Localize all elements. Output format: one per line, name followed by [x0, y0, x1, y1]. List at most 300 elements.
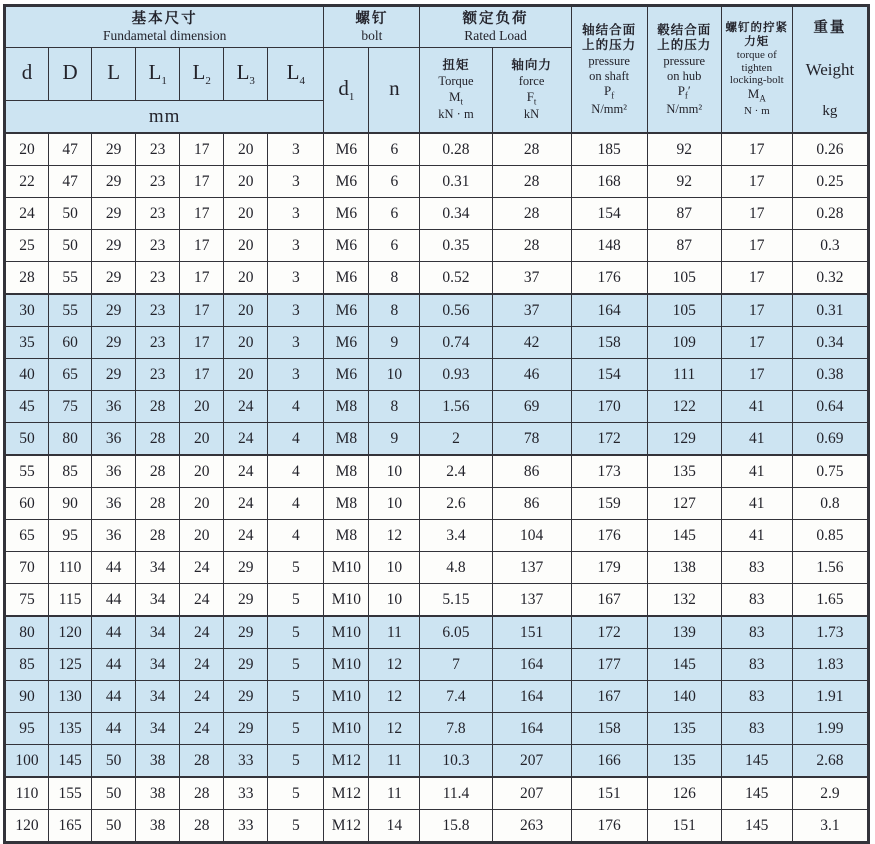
- table-cell: 110: [5, 777, 49, 810]
- table-cell: 145: [721, 777, 792, 810]
- table-cell: 6: [369, 133, 420, 166]
- table-cell: M6: [324, 198, 369, 230]
- table-cell: 0.93: [420, 359, 492, 391]
- table-cell: 20: [224, 230, 268, 262]
- col-L4: $L_4$: [268, 48, 324, 101]
- table-cell: 24: [224, 423, 268, 456]
- table-cell: 167: [571, 681, 647, 713]
- table-cell: 55: [5, 455, 49, 488]
- table-cell: M8: [324, 488, 369, 520]
- table-cell: M12: [324, 777, 369, 810]
- table-cell: 3: [268, 198, 324, 230]
- table-cell: 14: [369, 810, 420, 843]
- table-cell: M6: [324, 166, 369, 198]
- table-cell: 5: [268, 552, 324, 584]
- table-cell: 100: [5, 745, 49, 778]
- table-cell: 4: [268, 455, 324, 488]
- table-cell: 145: [721, 745, 792, 778]
- table-cell: 50: [92, 810, 136, 843]
- table-cell: 83: [721, 649, 792, 681]
- table-cell: 173: [571, 455, 647, 488]
- table-cell: M6: [324, 327, 369, 359]
- table-cell: 37: [492, 294, 571, 327]
- table-cell: 0.74: [420, 327, 492, 359]
- table-cell: 23: [136, 262, 180, 295]
- table-cell: 75: [5, 584, 49, 617]
- table-cell: 154: [571, 198, 647, 230]
- table-cell: 11: [369, 777, 420, 810]
- table-cell: 151: [647, 810, 721, 843]
- torque-en: Torque: [438, 73, 474, 88]
- table-cell: 38: [136, 777, 180, 810]
- table-row: [5, 681, 869, 713]
- table-cell: 3: [268, 359, 324, 391]
- table-cell: 3: [268, 166, 324, 198]
- table-cell: 23: [136, 294, 180, 327]
- table-cell: 23: [136, 359, 180, 391]
- table-cell: 38: [136, 745, 180, 778]
- table-cell: 7: [420, 649, 492, 681]
- table-cell: 122: [647, 391, 721, 423]
- col-D: D: [49, 48, 92, 101]
- col-L3: $L_3$: [224, 48, 268, 101]
- table-cell: 11.4: [420, 777, 492, 810]
- table-cell: 164: [571, 294, 647, 327]
- table-cell: 85: [49, 455, 92, 488]
- table-row: [5, 327, 869, 359]
- table-cell: M6: [324, 133, 369, 166]
- table-cell: 20: [224, 133, 268, 166]
- pressure-hub-en-line1: pressure: [663, 53, 706, 68]
- pressure-shaft-symbol: $P_f$: [604, 83, 615, 101]
- table-cell: 34: [136, 616, 180, 649]
- locking-unit: N · m: [743, 104, 770, 117]
- table-cell: 29: [224, 584, 268, 617]
- table-row: [5, 616, 869, 649]
- table-cell: 90: [49, 488, 92, 520]
- table-cell: 177: [571, 649, 647, 681]
- table-cell: 0.32: [792, 262, 868, 295]
- table-cell: 0.75: [792, 455, 868, 488]
- table-cell: M6: [324, 359, 369, 391]
- table-cell: 263: [492, 810, 571, 843]
- table-cell: 155: [49, 777, 92, 810]
- table-cell: M10: [324, 584, 369, 617]
- table-cell: 83: [721, 713, 792, 745]
- table-cell: 38: [136, 810, 180, 843]
- table-cell: M12: [324, 810, 369, 843]
- table-cell: 145: [49, 745, 92, 778]
- table-cell: 4: [268, 520, 324, 552]
- table-cell: 40: [5, 359, 49, 391]
- header-pressure-on-hub: [647, 6, 721, 134]
- table-cell: 8: [369, 262, 420, 295]
- table-cell: 3: [268, 230, 324, 262]
- table-cell: 28: [180, 777, 224, 810]
- table-cell: 151: [492, 616, 571, 649]
- table-cell: 65: [5, 520, 49, 552]
- table-row: [5, 294, 869, 327]
- table-cell: 4: [268, 423, 324, 456]
- table-cell: 23: [136, 166, 180, 198]
- table-cell: 10: [369, 488, 420, 520]
- table-cell: 159: [571, 488, 647, 520]
- table-cell: 7.4: [420, 681, 492, 713]
- table-cell: 44: [92, 584, 136, 617]
- table-cell: 3: [268, 294, 324, 327]
- locking-en-line2: tighten: [741, 61, 773, 74]
- table-cell: 41: [721, 423, 792, 456]
- pressure-shaft-unit: N/mm²: [591, 101, 627, 116]
- table-cell: 44: [92, 713, 136, 745]
- table-cell: 5: [268, 649, 324, 681]
- table-cell: 4: [268, 488, 324, 520]
- table-cell: 20: [224, 262, 268, 295]
- table-cell: 28: [492, 133, 571, 166]
- col-d: d: [5, 48, 49, 101]
- table-cell: 10: [369, 552, 420, 584]
- table-cell: 50: [5, 423, 49, 456]
- table-cell: 20: [224, 294, 268, 327]
- table-cell: 0.35: [420, 230, 492, 262]
- col-L1: $L_1$: [136, 48, 180, 101]
- weight-column-labels: [793, 7, 867, 132]
- table-cell: 5: [268, 616, 324, 649]
- table-cell: 0.34: [420, 198, 492, 230]
- table-cell: 86: [492, 455, 571, 488]
- table-cell: 24: [180, 649, 224, 681]
- dimension-load-table: [3, 4, 870, 844]
- table-row: [5, 359, 869, 391]
- table-cell: 6: [369, 230, 420, 262]
- table-cell: 145: [647, 649, 721, 681]
- table-cell: 47: [49, 166, 92, 198]
- axial-force-unit: kN: [523, 107, 540, 121]
- table-cell: 17: [180, 262, 224, 295]
- table-cell: M6: [324, 294, 369, 327]
- table-cell: 33: [224, 777, 268, 810]
- table-cell: 2.6: [420, 488, 492, 520]
- col-d1: $d_1$: [324, 48, 369, 134]
- table-cell: 5: [268, 810, 324, 843]
- header-pressure-on-shaft: [571, 6, 647, 134]
- table-cell: 75: [49, 391, 92, 423]
- table-cell: 24: [224, 488, 268, 520]
- table-cell: 60: [49, 327, 92, 359]
- table-row: [5, 198, 869, 230]
- table-row: [5, 488, 869, 520]
- table-cell: 24: [180, 584, 224, 617]
- table-cell: 10: [369, 584, 420, 617]
- table-cell: 29: [224, 649, 268, 681]
- table-cell: 17: [180, 327, 224, 359]
- table-cell: 168: [571, 166, 647, 198]
- rated-load-zh: 额定负荷: [462, 10, 529, 27]
- table-cell: 115: [49, 584, 92, 617]
- table-cell: 0.26: [792, 133, 868, 166]
- pressure-hub-unit: N/mm²: [666, 101, 703, 116]
- table-cell: 36: [92, 488, 136, 520]
- table-cell: 36: [92, 423, 136, 456]
- table-header: [5, 6, 869, 134]
- table-cell: 22: [5, 166, 49, 198]
- table-cell: 17: [180, 166, 224, 198]
- table-cell: 135: [49, 713, 92, 745]
- table-cell: 3: [268, 327, 324, 359]
- table-cell: 44: [92, 552, 136, 584]
- header-locking-bolt-torque: [721, 6, 792, 134]
- table-cell: 17: [721, 198, 792, 230]
- table-cell: 55: [49, 262, 92, 295]
- bolt-en: bolt: [361, 27, 383, 43]
- table-cell: 36: [92, 391, 136, 423]
- table-row: [5, 230, 869, 262]
- table-cell: 28: [136, 488, 180, 520]
- table-cell: 2.4: [420, 455, 492, 488]
- locking-zh-line1: 螺钉的拧紧: [725, 21, 789, 34]
- table-cell: 6: [369, 166, 420, 198]
- table-cell: 29: [92, 166, 136, 198]
- table-cell: 3: [268, 133, 324, 166]
- table-row: [5, 584, 869, 617]
- table-cell: 138: [647, 552, 721, 584]
- pressure-hub-zh-line1: 毂结合面: [657, 22, 712, 37]
- table-cell: 95: [49, 520, 92, 552]
- fundamental-dimension-en: Fundametal dimension: [103, 27, 227, 43]
- table-row: [5, 262, 869, 295]
- table-cell: 0.38: [792, 359, 868, 391]
- table-cell: 83: [721, 616, 792, 649]
- table-cell: 139: [647, 616, 721, 649]
- table-cell: 110: [49, 552, 92, 584]
- table-cell: 28: [492, 230, 571, 262]
- table-cell: 1.83: [792, 649, 868, 681]
- table-cell: 4.8: [420, 552, 492, 584]
- table-cell: 137: [492, 552, 571, 584]
- table-cell: 17: [180, 133, 224, 166]
- table-cell: 28: [136, 455, 180, 488]
- table-cell: 87: [647, 198, 721, 230]
- table-cell: 20: [180, 520, 224, 552]
- pressure-hub-en-line2: on hub: [667, 68, 702, 83]
- table-cell: 179: [571, 552, 647, 584]
- torque-zh: 扭矩: [442, 58, 470, 73]
- table-cell: 170: [571, 391, 647, 423]
- table-cell: 23: [136, 327, 180, 359]
- table-cell: 35: [5, 327, 49, 359]
- pressure-hub-zh-line2: 上的压力: [657, 38, 712, 53]
- table-cell: 127: [647, 488, 721, 520]
- table-cell: 0.28: [420, 133, 492, 166]
- rated-load-en: Rated Load: [464, 27, 527, 43]
- table-cell: 24: [224, 455, 268, 488]
- header-rated-load: [420, 6, 571, 48]
- table-cell: 50: [92, 745, 136, 778]
- table-cell: 164: [492, 649, 571, 681]
- table-cell: M10: [324, 616, 369, 649]
- table-cell: 5: [268, 745, 324, 778]
- table-cell: 17: [721, 166, 792, 198]
- table-cell: M6: [324, 230, 369, 262]
- weight-unit: kg: [822, 102, 838, 119]
- pressure-shaft-en-line2: on shaft: [589, 68, 630, 83]
- table-cell: 41: [721, 488, 792, 520]
- table-cell: 17: [721, 230, 792, 262]
- table-row: [5, 455, 869, 488]
- table-cell: 28: [136, 391, 180, 423]
- table-cell: 85: [5, 649, 49, 681]
- table-cell: 109: [647, 327, 721, 359]
- table-cell: 44: [92, 681, 136, 713]
- table-cell: 137: [492, 584, 571, 617]
- table-cell: 5: [268, 681, 324, 713]
- table-cell: 135: [647, 713, 721, 745]
- table-cell: 185: [571, 133, 647, 166]
- table-cell: 17: [721, 133, 792, 166]
- table-cell: 20: [180, 391, 224, 423]
- table-row: [5, 520, 869, 552]
- table-cell: 2.68: [792, 745, 868, 778]
- locking-en-line1: torque of: [736, 49, 777, 62]
- table-cell: 0.56: [420, 294, 492, 327]
- table-cell: 105: [647, 294, 721, 327]
- table-cell: 28: [180, 810, 224, 843]
- table-row: [5, 552, 869, 584]
- table-body: [5, 133, 869, 843]
- locking-en-line3: locking-bolt: [729, 74, 784, 87]
- table-cell: 83: [721, 681, 792, 713]
- table-cell: 1.56: [420, 391, 492, 423]
- table-cell: 12: [369, 713, 420, 745]
- header-bolt: [324, 6, 420, 48]
- table-cell: 83: [721, 584, 792, 617]
- table-cell: 28: [5, 262, 49, 295]
- weight-zh: 重量: [813, 20, 847, 36]
- table-cell: 41: [721, 455, 792, 488]
- table-cell: 36: [92, 520, 136, 552]
- table-cell: 145: [647, 520, 721, 552]
- table-cell: 20: [180, 423, 224, 456]
- table-cell: 1.56: [792, 552, 868, 584]
- table-cell: M8: [324, 391, 369, 423]
- header-weight: [792, 6, 868, 134]
- table-cell: 0.34: [792, 327, 868, 359]
- table-cell: 15.8: [420, 810, 492, 843]
- table-cell: 164: [492, 713, 571, 745]
- table-cell: 176: [571, 262, 647, 295]
- table-cell: 12: [369, 681, 420, 713]
- torque-unit: kN · m: [438, 107, 474, 121]
- table-cell: 55: [49, 294, 92, 327]
- table-cell: 28: [136, 423, 180, 456]
- table-cell: 164: [492, 681, 571, 713]
- table-cell: 34: [136, 681, 180, 713]
- table-cell: 12: [369, 520, 420, 552]
- table-cell: 34: [136, 713, 180, 745]
- table-cell: 80: [49, 423, 92, 456]
- table-cell: 120: [49, 616, 92, 649]
- table-cell: 5: [268, 713, 324, 745]
- table-cell: 33: [224, 745, 268, 778]
- table-cell: 65: [49, 359, 92, 391]
- table-cell: 5: [268, 777, 324, 810]
- table-row: [5, 713, 869, 745]
- pressure-hub-symbol: $P_f'$: [677, 83, 691, 101]
- table-cell: 28: [136, 520, 180, 552]
- table-cell: 29: [92, 327, 136, 359]
- table-cell: 11: [369, 616, 420, 649]
- table-cell: 0.31: [420, 166, 492, 198]
- table-cell: 145: [721, 810, 792, 843]
- table-cell: 166: [571, 745, 647, 778]
- table-cell: 167: [571, 584, 647, 617]
- table-cell: M8: [324, 520, 369, 552]
- table-cell: 10.3: [420, 745, 492, 778]
- table-cell: 29: [92, 262, 136, 295]
- table-cell: M6: [324, 262, 369, 295]
- table-cell: 29: [224, 552, 268, 584]
- torque-symbol: $M_t$: [448, 88, 464, 107]
- table-row: [5, 391, 869, 423]
- col-n: n: [369, 48, 420, 134]
- table-cell: 8: [369, 294, 420, 327]
- table-cell: 23: [136, 133, 180, 166]
- table-cell: 29: [92, 133, 136, 166]
- axial-force-symbol: $F_t$: [526, 88, 537, 107]
- table-cell: 24: [180, 552, 224, 584]
- table-cell: 0.85: [792, 520, 868, 552]
- table-cell: 0.8: [792, 488, 868, 520]
- table-cell: 33: [224, 810, 268, 843]
- table-cell: 6.05: [420, 616, 492, 649]
- table-cell: 30: [5, 294, 49, 327]
- table-cell: 1.99: [792, 713, 868, 745]
- table-cell: 20: [224, 198, 268, 230]
- table-cell: 148: [571, 230, 647, 262]
- table-cell: 111: [647, 359, 721, 391]
- table-cell: 29: [92, 198, 136, 230]
- table-cell: 3.4: [420, 520, 492, 552]
- table-cell: 8: [369, 391, 420, 423]
- table-cell: 17: [180, 359, 224, 391]
- table-cell: 25: [5, 230, 49, 262]
- table-cell: M8: [324, 423, 369, 456]
- col-L: L: [92, 48, 136, 101]
- table-row: [5, 810, 869, 843]
- table-cell: 172: [571, 616, 647, 649]
- table-cell: 29: [224, 616, 268, 649]
- table-cell: 176: [571, 520, 647, 552]
- table-cell: M10: [324, 713, 369, 745]
- table-cell: 3.1: [792, 810, 868, 843]
- table-cell: 158: [571, 327, 647, 359]
- header-unit-mm: mm: [5, 101, 324, 134]
- table-cell: M10: [324, 552, 369, 584]
- table-cell: 34: [136, 649, 180, 681]
- locking-symbol: $M_A$: [747, 86, 766, 104]
- table-cell: 1.73: [792, 616, 868, 649]
- table-cell: 29: [224, 681, 268, 713]
- table-cell: 28: [492, 166, 571, 198]
- table-cell: 92: [647, 133, 721, 166]
- table-cell: 0.31: [792, 294, 868, 327]
- table-cell: 135: [647, 745, 721, 778]
- table-cell: 17: [721, 294, 792, 327]
- table-cell: 20: [224, 359, 268, 391]
- table-cell: 135: [647, 455, 721, 488]
- table-cell: 126: [647, 777, 721, 810]
- table-cell: 2: [420, 423, 492, 456]
